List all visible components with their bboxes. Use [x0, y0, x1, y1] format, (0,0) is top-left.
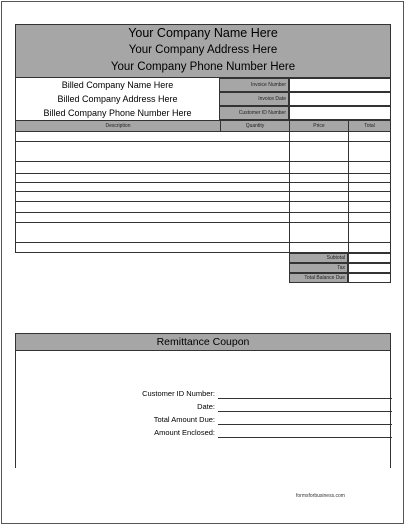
subtotal-field[interactable] [348, 253, 391, 263]
customer-id-field[interactable] [289, 106, 391, 120]
column-header-price: Price [290, 121, 349, 131]
coupon-amount-enclosed-label: Amount Enclosed: [154, 428, 215, 437]
tax-label: Tax [289, 263, 348, 273]
tax-field[interactable] [348, 263, 391, 273]
total-balance-due-field[interactable] [348, 273, 391, 283]
coupon-date-label: Date: [197, 402, 215, 411]
customer-id-label: Customer ID Number [219, 106, 289, 120]
row-divider [16, 212, 390, 213]
company-phone: Your Company Phone Number Here [110, 61, 296, 73]
billed-company-address: Billed Company Address Here [57, 94, 178, 104]
row-divider [16, 242, 390, 243]
invoice-date-label: Invoice Date [219, 92, 289, 106]
column-header-quantity: Quantity [221, 121, 290, 131]
row-divider [16, 173, 390, 174]
row-divider [16, 201, 390, 202]
total-balance-due-label: Total Balance Due [289, 273, 348, 283]
row-divider [16, 182, 390, 183]
coupon-customer-id-field[interactable] [218, 398, 392, 399]
billed-to-block [15, 78, 219, 120]
column-header-description: Description [16, 121, 221, 131]
coupon-title: Remittance Coupon [16, 334, 390, 351]
billed-company-name: Billed Company Name Here [61, 80, 174, 90]
row-divider [16, 141, 390, 142]
invoice-number-label: Invoice Number [219, 78, 289, 92]
row-divider [16, 222, 390, 223]
coupon-total-amount-due-label: Total Amount Due: [153, 415, 215, 424]
footer-website: formsforbusiness.com [296, 493, 345, 499]
column-header-total: Total [349, 121, 390, 131]
coupon-customer-id-label: Customer ID Number: [142, 389, 215, 398]
company-header [15, 24, 391, 78]
row-divider [16, 131, 390, 132]
row-divider [16, 191, 390, 192]
coupon-date-field[interactable] [218, 411, 392, 412]
coupon-amount-enclosed-field[interactable] [218, 437, 392, 438]
company-name: Your Company Name Here [128, 26, 278, 40]
remittance-coupon [15, 333, 391, 468]
coupon-total-amount-due-field[interactable] [218, 424, 392, 425]
billed-company-phone: Billed Company Phone Number Here [43, 108, 192, 118]
line-items-table [15, 120, 391, 253]
subtotal-label: Subtotal [289, 253, 348, 263]
invoice-number-field[interactable] [289, 78, 391, 92]
company-address: Your Company Address Here [128, 44, 278, 56]
invoice-date-field[interactable] [289, 92, 391, 106]
row-divider [16, 161, 390, 162]
